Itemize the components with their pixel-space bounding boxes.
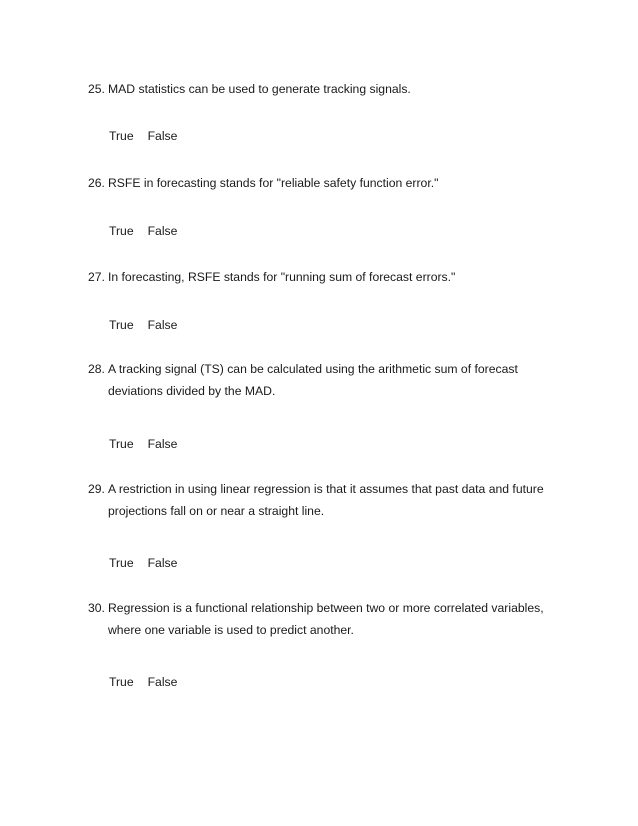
question-number: 29. bbox=[88, 482, 105, 496]
question-26 bbox=[88, 172, 568, 194]
question-text: RSFE in forecasting stands for "reliable safety function error." bbox=[108, 176, 439, 190]
option-false: False bbox=[147, 224, 178, 238]
question-number: 30. bbox=[88, 601, 105, 615]
answer-options-25 bbox=[109, 128, 177, 144]
question-number: 26. bbox=[88, 176, 105, 190]
question-28 bbox=[88, 358, 568, 402]
question-number: 25. bbox=[88, 82, 105, 96]
option-true: True bbox=[109, 129, 134, 143]
option-true: True bbox=[109, 556, 134, 570]
answer-options-29 bbox=[109, 555, 177, 571]
option-false: False bbox=[147, 129, 178, 143]
option-false: False bbox=[147, 437, 178, 451]
question-27 bbox=[88, 266, 568, 288]
question-30 bbox=[88, 597, 568, 641]
answer-options-27 bbox=[109, 317, 177, 333]
option-false: False bbox=[147, 675, 178, 689]
question-number: 28. bbox=[88, 362, 105, 376]
question-text: A tracking signal (TS) can be calculated using the arithmetic sum of forecast deviations divided by the MAD. bbox=[108, 362, 518, 398]
answer-options-28 bbox=[109, 436, 177, 452]
question-text: MAD statistics can be used to generate tracking signals. bbox=[108, 82, 411, 96]
question-text: A restriction in using linear regression is that it assumes that past data and future projections fall on or near a straight line. bbox=[108, 482, 544, 518]
question-number: 27. bbox=[88, 270, 105, 284]
option-true: True bbox=[109, 318, 134, 332]
question-25 bbox=[88, 78, 568, 100]
option-false: False bbox=[147, 318, 178, 332]
option-false: False bbox=[147, 556, 178, 570]
question-text: In forecasting, RSFE stands for "running sum of forecast errors." bbox=[108, 270, 456, 284]
question-29 bbox=[88, 478, 568, 522]
option-true: True bbox=[109, 224, 134, 238]
answer-options-26 bbox=[109, 223, 177, 239]
option-true: True bbox=[109, 437, 134, 451]
option-true: True bbox=[109, 675, 134, 689]
question-text: Regression is a functional relationship between two or more correlated variables, where one variable is used to predict another. bbox=[108, 601, 544, 637]
answer-options-30 bbox=[109, 674, 177, 690]
